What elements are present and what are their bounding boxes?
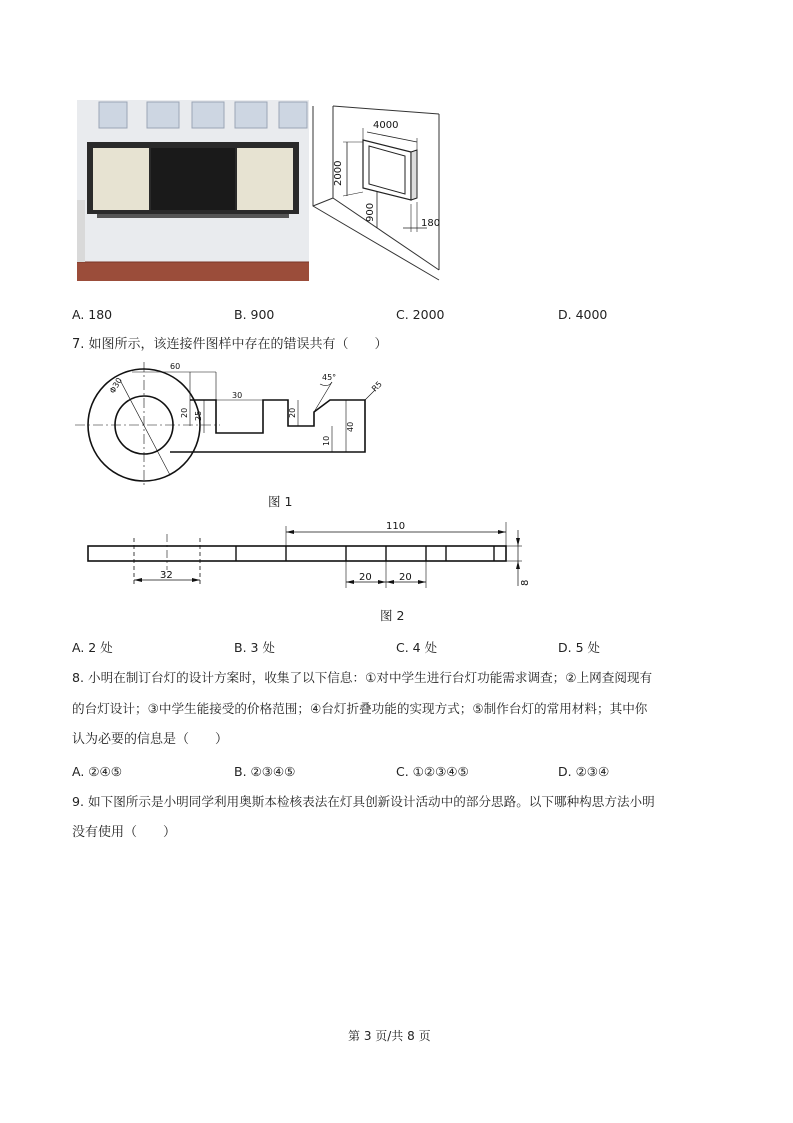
q8-line-3: 认为必要的信息是（ ） [72, 732, 229, 747]
q8-option-c[interactable]: C. ①②③④⑤ [396, 764, 469, 779]
fig2-dim-20a: 20 [359, 572, 372, 583]
q6-option-b[interactable]: B. 900 [234, 307, 275, 322]
fig1-dim-20a: 20 [180, 407, 189, 418]
q6-option-d[interactable]: D. 4000 [558, 307, 608, 322]
q9-line-2: 没有使用（ ） [72, 825, 177, 840]
q9-line-1: 9. 如下图所示是小明同学利用奥斯本检核表法在灯具创新设计活动中的部分思路。以下哪种构思方法小明 [72, 794, 655, 809]
q8-line-2: 的台灯设计；③中学生能接受的价格范围；④台灯折叠功能的实现方式；⑤制作台灯的常用材料；其中你 [72, 701, 648, 716]
q8-option-d[interactable]: D. ②③④ [558, 764, 610, 779]
fig1-dim-r5: R5 [370, 379, 384, 394]
fig1-dim-20b: 20 [288, 407, 297, 418]
q8-line-1: 8. 小明在制订台灯的设计方案时，收集了以下信息：①对中学生进行台灯功能需求调查；②上网查阅现有 [72, 670, 653, 685]
page-footer: 第 3 页/共 8 页 [348, 1029, 431, 1043]
fig1-dim-25: 25 [194, 410, 203, 421]
classroom-photo [77, 100, 309, 281]
q7-stem: 7. 如图所示，该连接件图样中存在的错误共有（ ） [72, 337, 388, 352]
q7-option-b[interactable]: B. 3 处 [234, 640, 275, 655]
fig1-dim-40: 40 [346, 421, 355, 432]
q7-figure-2 [82, 518, 532, 594]
fig1-dim-30: 30 [232, 391, 243, 400]
q8-option-b[interactable]: B. ②③④⑤ [234, 764, 296, 779]
blackboard-dimension-sketch [311, 100, 461, 284]
fig1-dim-60: 60 [170, 362, 181, 371]
fig1-caption: 图 1 [268, 494, 293, 509]
dim-2000: 2000 [333, 160, 344, 186]
fig2-dim-110: 110 [386, 521, 406, 532]
dim-180: 180 [421, 218, 441, 229]
q6-option-c[interactable]: C. 2000 [396, 307, 445, 322]
q6-option-a[interactable]: A. 180 [72, 307, 113, 322]
fig1-dim-10: 10 [322, 435, 331, 446]
dim-4000: 4000 [373, 120, 399, 131]
dim-900: 900 [365, 202, 376, 222]
fig1-dim-phi30: Φ30 [107, 376, 124, 395]
fig2-dim-20b: 20 [399, 572, 412, 583]
q7-option-a[interactable]: A. 2 处 [72, 640, 113, 655]
q8-option-a[interactable]: A. ②④⑤ [72, 764, 122, 779]
q7-figure-1 [70, 360, 400, 490]
fig1-dim-45: 45° [322, 373, 337, 382]
fig2-caption: 图 2 [380, 608, 405, 623]
q7-option-d[interactable]: D. 5 处 [558, 640, 600, 655]
fig2-dim-8: 8 [520, 579, 531, 586]
q7-option-c[interactable]: C. 4 处 [396, 640, 438, 655]
fig2-dim-32: 32 [160, 570, 173, 581]
